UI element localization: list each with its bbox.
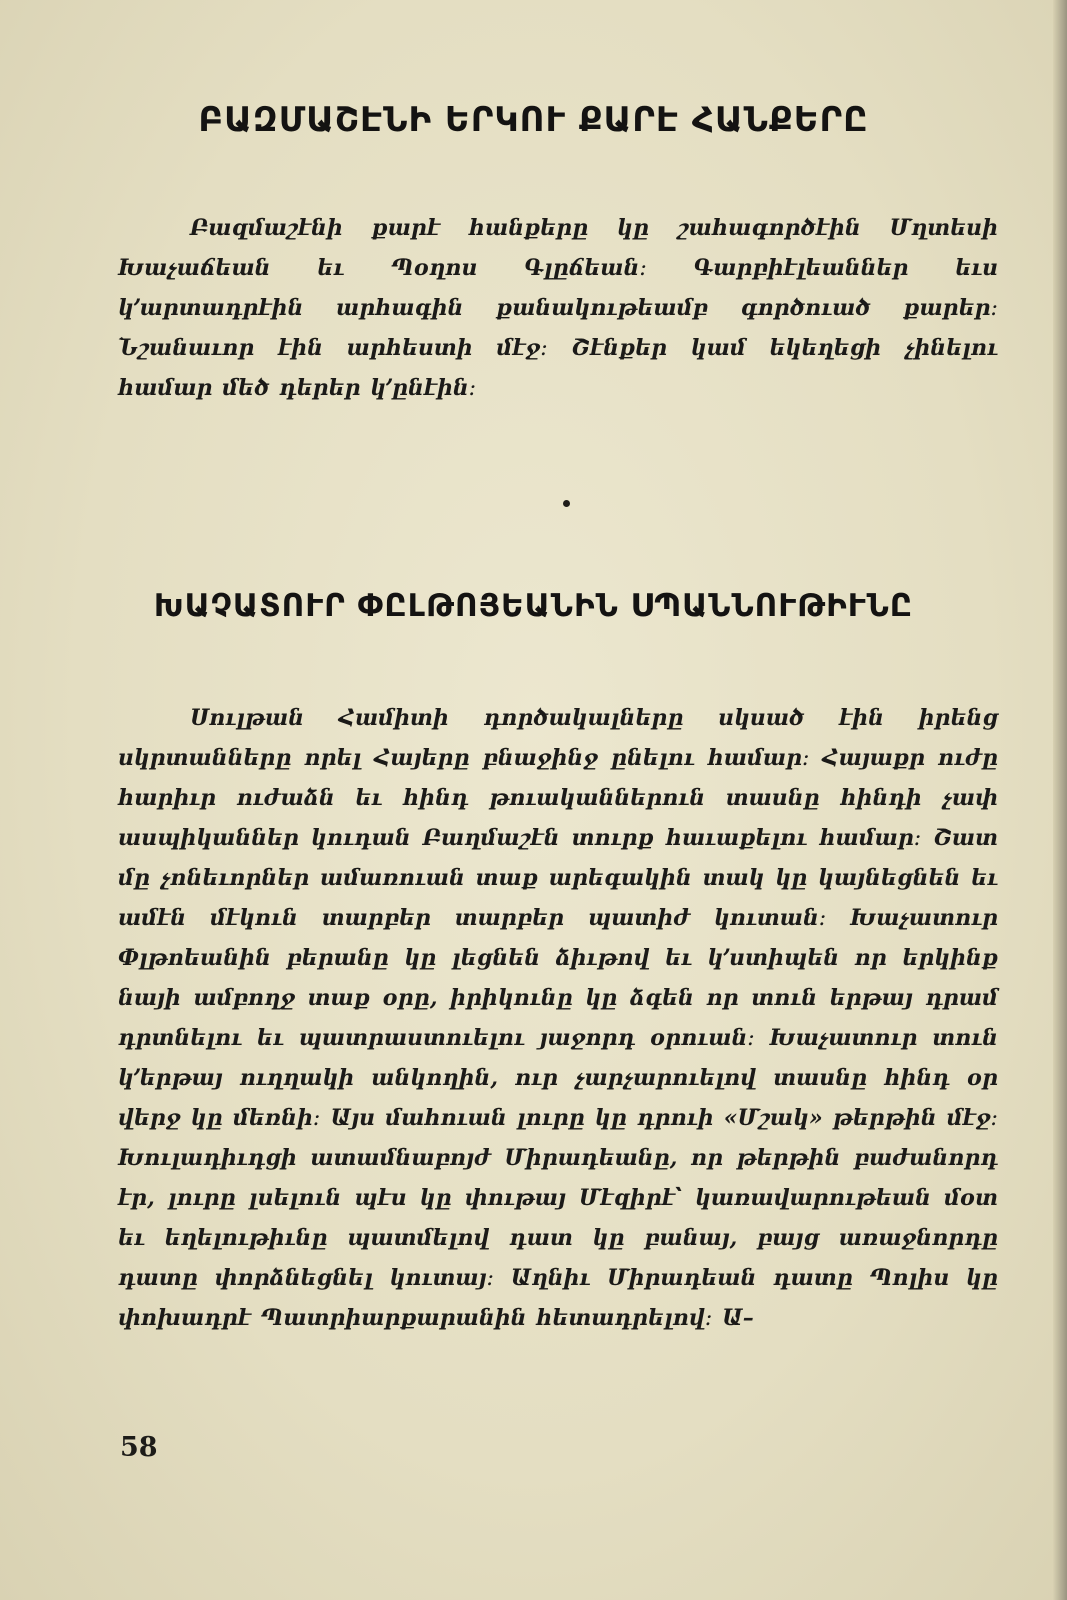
- page-edge-shadow: [1053, 0, 1067, 1600]
- section-separator-dot: [563, 500, 570, 507]
- paragraph-quarries: Բազմաշէնի քարէ հանքերը կը շահագործէին Մղտեսի Խաչաճեան եւ Պօղոս Գլըճեան։ Գարբիէլեաններ եւս կ՚արտադրէին արհագին քանակութեամբ գործուած քարեր։ Նշանաւոր էին արհեստի մէջ։ Շէնքեր կամ եկեղեցի չինելու համար մեծ դերեր կ՚ընէին։: [118, 215, 998, 401]
- paragraph-murder: Սուլթան Համիտի դործակալները սկսած էին իրենց սկրտանները որել Հայերը բնաջինջ ընելու համար։ Հայաքր ուժը հարիւր ուժաձն եւ հինդ թուականներուն տասնը հինդի չափ ասպիկաններ կուդան Բաղմաշէն տուրք հաւաքելու համար։ Շատ մը չոնեւորներ ամառուան տաք արեգակին տակ կը կայնեցնեն եւ ամէն մէկուն տարբեր տարբեր պատիժ կուտան։ Խաչատուր Փլթոեանին բերանը կը լեցնեն ձիւթով եւ կ՚ստիպեն որ երկինք նայի ամբողջ տաք օրը, իրիկունը կը ձգեն որ տուն երթայ դրամ դրտնելու եւ պատրաստուելու յաջորդ օրուան։ Խաչատուր տուն կ՚երթայ ուղղակի անկողին, ուր չարչարուելով տասնը հինդ օր վերջ կը մեռնի։ Այս մահուան լուրը կը դրուի «Մշակ» թերթին մէջ։ Խուլադիւդցի ատամնաբոյժ Միրադեանը, որ թերթին բաժանորդ էր, լուրը լսելուն պէս կը փութայ Մէզիրէ՝ կառավարութեան մօտ եւ եղելութիւնը պատմելով դատ կը բանայ, բայց առաջնորդը դատը փորձնեցնել կուտայ։ Աղնիւ Միրադեան դատը Պոլիս կը փոխադրէ Պատրիարքարանին հետադրելով։ Ա–: [118, 705, 998, 1331]
- section-title-murder: ԽԱՉԱՏՈՒՐ ՓԸԼԹՈՅԵԱՆԻՆ ՍՊԱՆՆՈՒԹԻՒՆԸ: [153, 588, 914, 624]
- page-number: 58: [120, 1432, 158, 1463]
- section-title-quarries: ԲԱԶՄԱՇԷՆԻ ԵՐԿՈՒ ՔԱՐԷ ՀԱՆՔԵՐԸ: [198, 100, 869, 140]
